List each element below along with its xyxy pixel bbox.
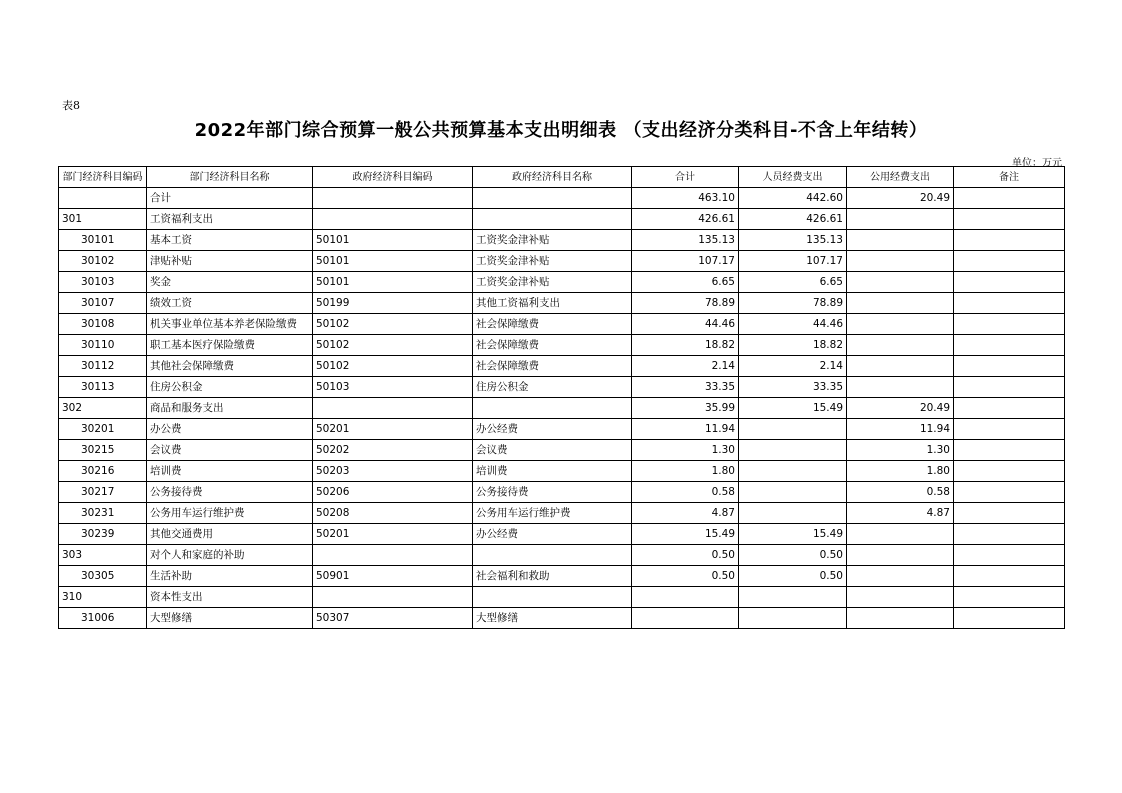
cell-dept-code: 30305 [59, 566, 147, 587]
cell-gov-code: 50901 [313, 566, 473, 587]
cell-dept-code: 30108 [59, 314, 147, 335]
cell-dept-name: 商品和服务支出 [147, 398, 313, 419]
cell-dept-code: 30110 [59, 335, 147, 356]
cell-personnel: 107.17 [739, 251, 847, 272]
cell-note [954, 503, 1065, 524]
cell-note [954, 230, 1065, 251]
table-row [59, 314, 1065, 335]
cell-note [954, 335, 1065, 356]
cell-personnel [739, 608, 847, 629]
cell-personnel [739, 461, 847, 482]
cell-public: 20.49 [847, 188, 954, 209]
table-row [59, 482, 1065, 503]
cell-gov-code: 50102 [313, 356, 473, 377]
cell-dept-name: 奖金 [147, 272, 313, 293]
cell-note [954, 272, 1065, 293]
cell-total: 0.50 [632, 545, 739, 566]
cell-total: 1.30 [632, 440, 739, 461]
cell-total: 11.94 [632, 419, 739, 440]
cell-total: 0.50 [632, 566, 739, 587]
cell-gov-name: 公务用车运行维护费 [473, 503, 632, 524]
cell-total [632, 587, 739, 608]
header-personnel: 人员经费支出 [739, 167, 847, 188]
cell-dept-code: 301 [59, 209, 147, 230]
table-row [59, 398, 1065, 419]
table-row [59, 419, 1065, 440]
cell-note [954, 356, 1065, 377]
header-dept-code: 部门经济科目编码 [59, 167, 147, 188]
table-row [59, 188, 1065, 209]
cell-dept-name: 住房公积金 [147, 377, 313, 398]
cell-gov-name: 工资奖金津补贴 [473, 272, 632, 293]
cell-dept-name: 其他交通费用 [147, 524, 313, 545]
cell-personnel: 426.61 [739, 209, 847, 230]
cell-gov-name: 会议费 [473, 440, 632, 461]
table-row [59, 356, 1065, 377]
table-row [59, 587, 1065, 608]
header-dept-name: 部门经济科目名称 [147, 167, 313, 188]
cell-gov-name [473, 398, 632, 419]
cell-total: 135.13 [632, 230, 739, 251]
cell-gov-code: 50202 [313, 440, 473, 461]
cell-total: 18.82 [632, 335, 739, 356]
cell-dept-code: 303 [59, 545, 147, 566]
cell-public [847, 608, 954, 629]
cell-dept-code: 31006 [59, 608, 147, 629]
cell-total: 4.87 [632, 503, 739, 524]
cell-dept-name: 津贴补贴 [147, 251, 313, 272]
cell-dept-code: 30217 [59, 482, 147, 503]
cell-gov-code: 50101 [313, 230, 473, 251]
cell-dept-name: 办公费 [147, 419, 313, 440]
cell-public [847, 377, 954, 398]
cell-public: 20.49 [847, 398, 954, 419]
cell-total: 1.80 [632, 461, 739, 482]
table-row [59, 335, 1065, 356]
cell-gov-code: 50201 [313, 524, 473, 545]
cell-gov-name [473, 209, 632, 230]
cell-public [847, 293, 954, 314]
cell-public [847, 272, 954, 293]
cell-gov-name: 社会福利和救助 [473, 566, 632, 587]
cell-dept-code: 30215 [59, 440, 147, 461]
table-row [59, 608, 1065, 629]
cell-gov-code: 50101 [313, 272, 473, 293]
table-row [59, 524, 1065, 545]
cell-public [847, 566, 954, 587]
cell-note [954, 545, 1065, 566]
cell-total: 426.61 [632, 209, 739, 230]
cell-gov-code: 50101 [313, 251, 473, 272]
cell-gov-name [473, 587, 632, 608]
cell-personnel: 44.46 [739, 314, 847, 335]
cell-note [954, 461, 1065, 482]
page-title: 2022年部门综合预算一般公共预算基本支出明细表 （支出经济分类科目-不含上年结转） [194, 120, 928, 141]
cell-dept-name: 合计 [147, 188, 313, 209]
table-header-row [59, 167, 1065, 188]
cell-public: 11.94 [847, 419, 954, 440]
cell-gov-code [313, 398, 473, 419]
cell-dept-name: 资本性支出 [147, 587, 313, 608]
table-row [59, 209, 1065, 230]
cell-personnel [739, 440, 847, 461]
cell-public: 0.58 [847, 482, 954, 503]
cell-dept-name: 会议费 [147, 440, 313, 461]
cell-note [954, 209, 1065, 230]
cell-dept-name: 机关事业单位基本养老保险缴费 [147, 314, 313, 335]
cell-dept-code: 30239 [59, 524, 147, 545]
cell-total: 107.17 [632, 251, 739, 272]
cell-total: 0.58 [632, 482, 739, 503]
cell-note [954, 524, 1065, 545]
cell-dept-name: 公务用车运行维护费 [147, 503, 313, 524]
cell-dept-code: 30216 [59, 461, 147, 482]
cell-gov-name: 其他工资福利支出 [473, 293, 632, 314]
cell-total: 33.35 [632, 377, 739, 398]
cell-gov-code [313, 209, 473, 230]
cell-note [954, 188, 1065, 209]
cell-dept-name: 绩效工资 [147, 293, 313, 314]
table-row [59, 230, 1065, 251]
cell-gov-name: 工资奖金津补贴 [473, 251, 632, 272]
table-row [59, 503, 1065, 524]
cell-personnel [739, 587, 847, 608]
cell-dept-code: 30201 [59, 419, 147, 440]
cell-personnel: 135.13 [739, 230, 847, 251]
cell-gov-name [473, 545, 632, 566]
header-public: 公用经费支出 [847, 167, 954, 188]
cell-gov-name: 办公经费 [473, 419, 632, 440]
cell-dept-code [59, 188, 147, 209]
cell-gov-name: 办公经费 [473, 524, 632, 545]
cell-public [847, 230, 954, 251]
cell-personnel: 33.35 [739, 377, 847, 398]
cell-gov-name: 社会保障缴费 [473, 314, 632, 335]
cell-gov-code: 50103 [313, 377, 473, 398]
table-row [59, 545, 1065, 566]
cell-note [954, 293, 1065, 314]
cell-gov-name: 社会保障缴费 [473, 335, 632, 356]
cell-public: 1.80 [847, 461, 954, 482]
cell-gov-code: 50307 [313, 608, 473, 629]
cell-personnel: 6.65 [739, 272, 847, 293]
cell-gov-code: 50208 [313, 503, 473, 524]
cell-personnel [739, 482, 847, 503]
table-row [59, 272, 1065, 293]
cell-public [847, 335, 954, 356]
cell-personnel: 15.49 [739, 398, 847, 419]
cell-gov-code: 50102 [313, 314, 473, 335]
cell-note [954, 566, 1065, 587]
cell-dept-code: 30107 [59, 293, 147, 314]
cell-note [954, 608, 1065, 629]
table-row [59, 461, 1065, 482]
cell-dept-code: 302 [59, 398, 147, 419]
table-number-label: 表8 [62, 99, 80, 112]
cell-note [954, 440, 1065, 461]
cell-personnel: 18.82 [739, 335, 847, 356]
cell-dept-name: 培训费 [147, 461, 313, 482]
cell-dept-name: 大型修缮 [147, 608, 313, 629]
table-body [59, 188, 1065, 629]
cell-gov-code [313, 587, 473, 608]
table-row [59, 251, 1065, 272]
cell-personnel: 0.50 [739, 566, 847, 587]
cell-public [847, 356, 954, 377]
table-row [59, 377, 1065, 398]
cell-dept-code: 30102 [59, 251, 147, 272]
cell-dept-code: 310 [59, 587, 147, 608]
cell-total: 463.10 [632, 188, 739, 209]
cell-total: 2.14 [632, 356, 739, 377]
cell-total [632, 608, 739, 629]
cell-dept-code: 30103 [59, 272, 147, 293]
cell-gov-code: 50206 [313, 482, 473, 503]
cell-gov-name: 社会保障缴费 [473, 356, 632, 377]
cell-note [954, 398, 1065, 419]
cell-public [847, 314, 954, 335]
cell-dept-code: 30231 [59, 503, 147, 524]
cell-note [954, 314, 1065, 335]
cell-gov-code: 50199 [313, 293, 473, 314]
cell-gov-code [313, 545, 473, 566]
cell-public: 1.30 [847, 440, 954, 461]
cell-personnel [739, 503, 847, 524]
cell-personnel: 78.89 [739, 293, 847, 314]
cell-note [954, 419, 1065, 440]
cell-total: 44.46 [632, 314, 739, 335]
cell-dept-code: 30113 [59, 377, 147, 398]
cell-total: 15.49 [632, 524, 739, 545]
cell-dept-name: 对个人和家庭的补助 [147, 545, 313, 566]
table-row [59, 293, 1065, 314]
cell-dept-name: 生活补助 [147, 566, 313, 587]
header-note: 备注 [954, 167, 1065, 188]
cell-gov-name: 工资奖金津补贴 [473, 230, 632, 251]
cell-gov-name [473, 188, 632, 209]
cell-total: 6.65 [632, 272, 739, 293]
cell-personnel [739, 419, 847, 440]
cell-public [847, 587, 954, 608]
header-total: 合计 [632, 167, 739, 188]
budget-table [58, 166, 1065, 629]
cell-dept-name: 其他社会保障缴费 [147, 356, 313, 377]
cell-public [847, 524, 954, 545]
cell-public [847, 251, 954, 272]
cell-note [954, 587, 1065, 608]
cell-dept-name: 公务接待费 [147, 482, 313, 503]
cell-gov-code: 50201 [313, 419, 473, 440]
cell-dept-name: 工资福利支出 [147, 209, 313, 230]
cell-note [954, 377, 1065, 398]
table-row [59, 440, 1065, 461]
cell-note [954, 251, 1065, 272]
cell-public: 4.87 [847, 503, 954, 524]
table-row [59, 566, 1065, 587]
cell-gov-name: 住房公积金 [473, 377, 632, 398]
cell-personnel: 15.49 [739, 524, 847, 545]
cell-dept-name: 职工基本医疗保险缴费 [147, 335, 313, 356]
cell-gov-name: 公务接待费 [473, 482, 632, 503]
header-gov-name: 政府经济科目名称 [473, 167, 632, 188]
cell-public [847, 545, 954, 566]
cell-personnel: 442.60 [739, 188, 847, 209]
cell-public [847, 209, 954, 230]
cell-total: 35.99 [632, 398, 739, 419]
unit-label: 单位：万元 [1012, 158, 1062, 169]
cell-gov-code: 50203 [313, 461, 473, 482]
cell-gov-code: 50102 [313, 335, 473, 356]
cell-dept-code: 30101 [59, 230, 147, 251]
cell-personnel: 2.14 [739, 356, 847, 377]
cell-dept-name: 基本工资 [147, 230, 313, 251]
cell-note [954, 482, 1065, 503]
cell-dept-code: 30112 [59, 356, 147, 377]
cell-gov-code [313, 188, 473, 209]
header-gov-code: 政府经济科目编码 [313, 167, 473, 188]
cell-total: 78.89 [632, 293, 739, 314]
cell-gov-name: 培训费 [473, 461, 632, 482]
cell-personnel: 0.50 [739, 545, 847, 566]
cell-gov-name: 大型修缮 [473, 608, 632, 629]
